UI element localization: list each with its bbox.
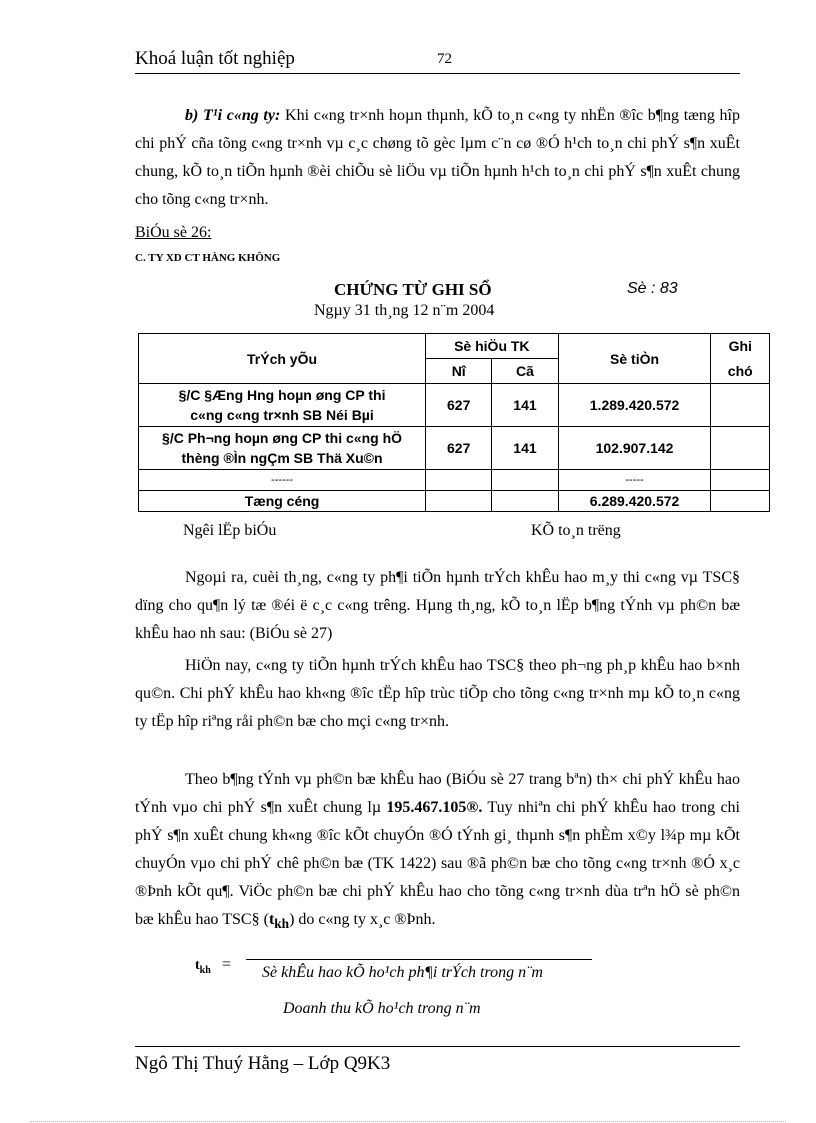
row-description: §/C §Æng Hng hoµn øng CP thi c«ng c«ng tr×nh SB Néi Bµi (139, 384, 426, 427)
document-date: Ngµy 31 th¸ng 12 n¨m 2004 (314, 302, 495, 319)
row-note (711, 427, 770, 470)
header-ghi-chu-bottom: chó (711, 359, 770, 384)
row-note (711, 384, 770, 427)
formula-numerator: Sè khÊu hao kÕ ho¹ch ph¶i trÝch trong n¨m (262, 964, 543, 981)
table-ellipsis-row: ------ ----- (139, 470, 770, 491)
header-co: Cã (492, 359, 558, 384)
formula-equals: = (222, 956, 232, 973)
signature-chief-accountant: KÕ to¸n trëng (531, 522, 621, 539)
header-ghi-chu-top: Ghi (711, 334, 770, 359)
total-amount: 6.289.420.572 (558, 491, 711, 512)
document-number: Sè : 83 (627, 280, 678, 297)
row-credit-account: 141 (492, 384, 558, 427)
table-header-row (139, 334, 770, 359)
row-credit-account: 141 (492, 427, 558, 470)
intro-label: b) T¹i c«ng ty: (185, 107, 281, 124)
intro-paragraph (135, 102, 740, 214)
header-no: Nî (426, 359, 492, 384)
bieu-title: BiÓu sè 26: (135, 224, 212, 241)
signature-preparer: Ngêi lËp biÓu (183, 522, 277, 539)
intro-text: Khi c«ng tr×nh hoµn thµnh, kÕ to¸n c«ng ty nhËn ®îc b¶ng tæng hîp chi phÝ cña tõng c«ng tr×nh vµ c¸c chøng tõ gèc lµm c¨n cø ®Ó h¹ch to¸n chi phÝ s¶n xuÊt chung, kÕ to¸n tiÕn hµnh ®èi chiÕu sè liÖu vµ tiÕn hµnh h¹ch to¸n chi phÝ s¶n xuÊt chung cho tõng c«ng tr×nh. (135, 107, 740, 208)
row-description: §/C Ph¬ng hoµn øng CP thi c«ng hÖ thèng ®Ìn ngÇm SB Thä Xu©n (139, 427, 426, 470)
header-title: Khoá luận tốt nghiệp (135, 48, 295, 69)
body-paragraph: Theo b¶ng tÝnh vµ ph©n bæ khÊu hao (BiÓu sè 27 trang bªn) th× chi phÝ khÊu hao tÝnh vµo chi phÝ s¶n xuÊt chung lµ 195.467.105®. Tuy nhiªn chi phÝ khÊu hao trong chi phÝ s¶n xuÊt chung kh«ng ®îc kÕt chuyÓn ®Ó tÝnh gi¸ thµnh s¶n phÈm x©y l¾p mµ kÕt chuyÓn vµo chi phÝ chê ph©n bæ (TK 1422) sau ®ã ph©n bæ cho tõng c«ng tr×nh ®Ó x¸c ®Þnh kÕt qu¶. ViÖc ph©n bæ chi phÝ khÊu hao cho tõng c«ng tr×nh dùa trªn hÖ sè ph©n bæ khÊu hao TSC§ $(t_{kh})$ do c«ng ty x¸c ®Þnh. (135, 771, 740, 932)
table-row (139, 427, 770, 470)
header-so-hieu-tk: Sè hiÖu TK (426, 334, 559, 359)
row-debit-account: 627 (426, 427, 492, 470)
footer-rule (135, 1046, 740, 1047)
header-so-tien: Sè tiÒn (558, 334, 711, 384)
body-paragraph: Ngoµi ra, cuèi th¸ng, c«ng ty ph¶i tiÕn hµnh trÝch khÊu hao m¸y thi c«ng vµ TSC§ dïng cho qu¶n lý tæ ®éi ë c¸c c«ng trêng. Hµng th¸ng, kÕ to¸n lËp b¶ng tÝnh vµ ph©n bæ khÊu hao nh sau: (BiÓu sè 27) (135, 569, 740, 642)
footer-author: Ngô Thị Thuý Hằng – Lớp Q9K3 (135, 1053, 391, 1074)
row-amount: 1.289.420.572 (558, 384, 711, 427)
ledger-table (138, 333, 770, 512)
page-number: 72 (437, 51, 452, 67)
formula-symbol: $t_{kh}$ (195, 958, 211, 976)
formula-denominator: Doanh thu kÕ ho¹ch trong n¨m (283, 1000, 481, 1017)
company-name: C. TY XD CT HÀNG KHÔNG (135, 252, 281, 264)
document-title: CHỨNG TỪ GHI SỔ (334, 280, 492, 299)
row-amount: 102.907.142 (558, 427, 711, 470)
page-edge (30, 1121, 786, 1122)
fraction-bar (246, 959, 592, 960)
body-paragraph: HiÖn nay, c«ng ty tiÕn hµnh trÝch khÊu hao TSC§ theo ph¬ng ph¸p khÊu hao b×nh qu©n. Chi phÝ khÊu hao kh«ng ®îc tËp hîp trùc tiÕp cho tõng c«ng tr×nh mµ kÕ to¸n c«ng ty tËp hîp riªng råi ph©n bæ cho mçi c«ng tr×nh. (135, 657, 740, 730)
total-label: Tæng céng (139, 491, 426, 512)
row-debit-account: 627 (426, 384, 492, 427)
table-row (139, 384, 770, 427)
header-trich-yeu: TrÝch yÕu (139, 334, 426, 384)
header-rule (135, 73, 740, 74)
depreciation-amount: 195.467.105®. (386, 799, 483, 816)
table-total-row (139, 491, 770, 512)
